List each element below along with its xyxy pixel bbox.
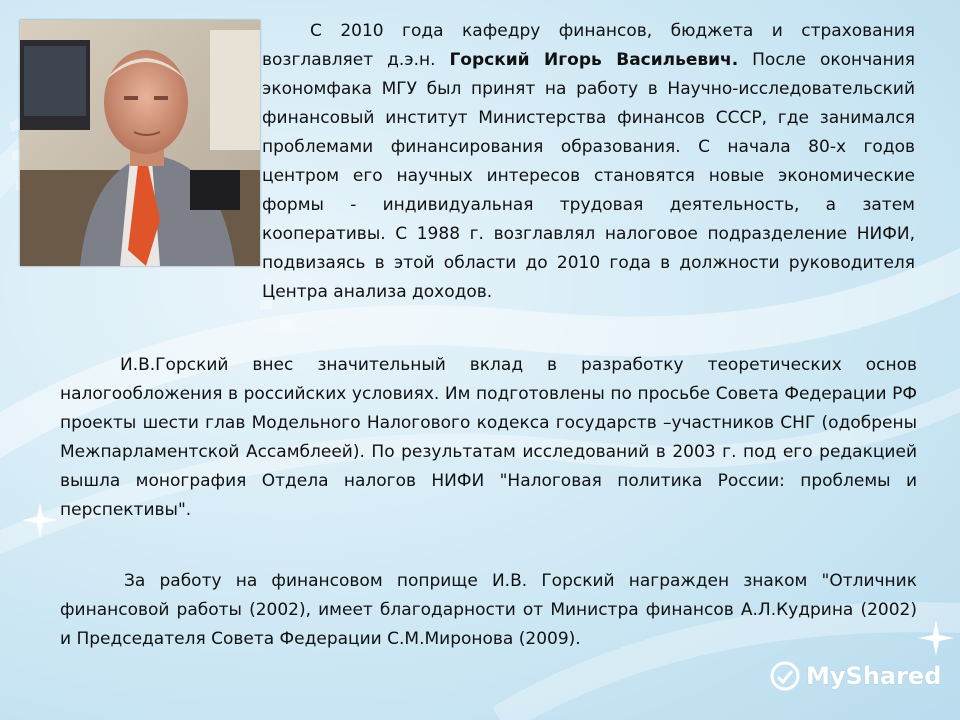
- paragraph1-after: После окончания экономфака МГУ был принят на работу в Научно-исследовательский финансовый институт Министерства финансов СССР, где занимался проблемами финансирования образования. С начала 80-х годов центром его научных интересов становятся новые экономические формы - индивидуальная трудовая деятельность, а затем кооперативы. С 1988 г. возглавлял налоговое подразделение НИФИ, подвизаясь в этой области до 2010 года в должности руководителя Центра анализа доходов.: [262, 50, 915, 302]
- paragraph-contribution: И.В.Горский внес значительный вклад в разработку теоретических основ налогообложения в российских условиях. Им подготовлены по просьбе Совета Федерации РФ проекты шести глав Модельного Налогового кодекса государств –участников СНГ (одобрены Межпарламентской Ассамблеей). По результатам исследований в 2003 г. под его редакцией вышла монография Отдела налогов НИФИ "Налоговая политика России: проблемы и перспективы".: [60, 355, 917, 520]
- logo-mark-icon: [770, 661, 800, 691]
- myshared-logo: [770, 658, 941, 694]
- logo-text: MyShared: [806, 662, 942, 690]
- paragraph-bio-intro: [262, 17, 915, 307]
- paragraph-awards: За работу на финансовом поприще И.В. Горский награжден знаком "Отличник финансовой работы (2002), имеет благодарности от Министра финансов А.Л.Кудрина (2002) и Председателя Совета Федерации С.М.Миронова (2009).: [60, 571, 917, 649]
- sparkle-icon: [20, 500, 60, 540]
- paragraph1-before: С 2010 года кафедру финансов, бюджета и страхования возглавляет д.э.н.: [262, 21, 915, 70]
- portrait-photo: [20, 20, 260, 266]
- person-name: Горский Игорь Васильевич.: [449, 50, 739, 70]
- sparkle-icon: [916, 618, 956, 658]
